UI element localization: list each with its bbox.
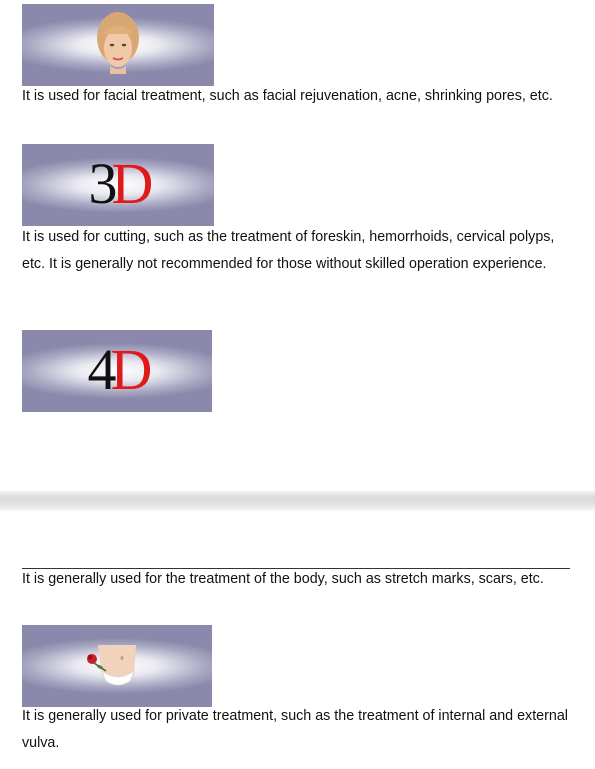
logo-3d <box>22 152 214 216</box>
logo-4d-digit: 4 <box>87 337 111 402</box>
logo-4d-letter: D <box>110 337 147 402</box>
body-treatment-text: It is generally used for the treatment of the body, such as stretch marks, scars, etc. <box>22 571 544 587</box>
logo-3d-banner <box>22 144 214 226</box>
logo-3d-letter: D <box>111 151 148 216</box>
facial-treatment-text: It is used for facial treatment, such as facial rejuvenation, acne, shrinking pores, etc. <box>22 88 553 104</box>
body-icon <box>22 625 212 707</box>
private-treatment-text: It is generally used for private treatment, such as the treatment of internal and external vulva. <box>22 708 568 751</box>
logo-4d-banner <box>22 330 212 412</box>
body-banner <box>22 625 212 707</box>
logo-3d-digit: 3 <box>88 151 112 216</box>
face-banner <box>22 4 214 86</box>
page-break <box>0 491 595 511</box>
cutting-treatment-text: It is used for cutting, such as the treatment of foreskin, hemorrhoids, cervical polyps, etc. It is generally not recommended for those without skilled operation experience. <box>22 229 555 272</box>
logo-4d <box>22 338 212 402</box>
face-icon <box>22 4 214 86</box>
